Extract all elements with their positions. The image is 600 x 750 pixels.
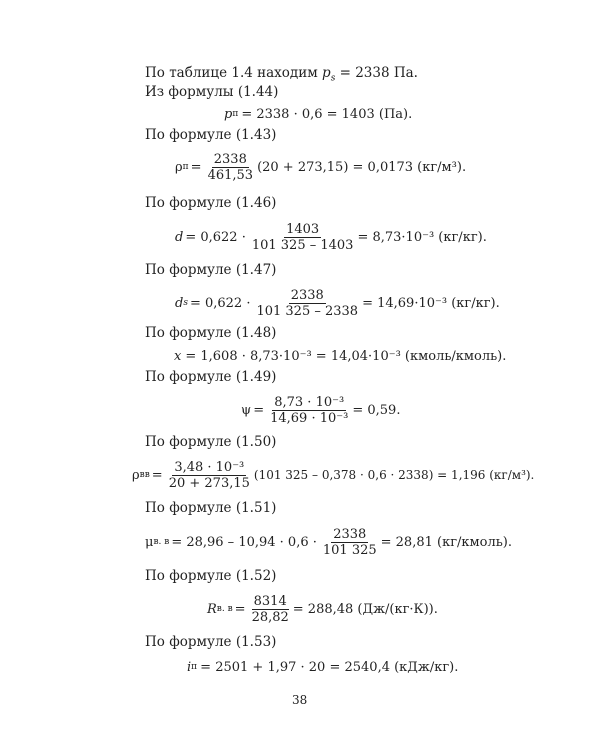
f151-lhs: μ [145, 534, 154, 550]
formula-1-46 [175, 218, 487, 256]
formula-1-51 [145, 523, 512, 561]
f150-denominator: 20 + 273,15 [168, 475, 250, 491]
from-formula-label: Из формулы (1.44) [145, 84, 279, 100]
f143-numerator: 2338 [213, 151, 247, 167]
label-1-51: По формуле (1.51) [145, 500, 277, 516]
f147-eq: = 0,622 · [189, 295, 251, 311]
f146-fraction [250, 223, 356, 252]
f146-lhs: d [175, 229, 184, 245]
f152-eq: = [234, 601, 246, 617]
f148-lhs: x [174, 348, 182, 364]
f147-sub: s [183, 298, 188, 308]
f151-rhs: = 28,81 (кг/кмоль). [380, 534, 513, 550]
f148-rhs: = 1,608 · 8,73·10⁻³ = 14,04·10⁻³ (кмоль/кмоль). [185, 348, 507, 364]
intro-value: = 2338 Па. [339, 65, 418, 81]
intro-sub: s [330, 73, 336, 84]
f149-numerator: 8,73 · 10⁻³ [274, 394, 345, 410]
f150-lhs: ρ [132, 467, 140, 483]
f152-lhs: R [207, 601, 217, 617]
label-1-43: По формуле (1.43) [145, 127, 277, 143]
formula-1-44 [224, 103, 412, 125]
f143-rhs: (20 + 273,15) = 0,0173 (кг/м³). [257, 159, 467, 175]
f153-rhs: = 2501 + 1,97 · 20 = 2540,4 (кДж/кг). [200, 659, 459, 675]
f150-eq: = [151, 467, 163, 483]
f146-denominator: 101 325 – 1403 [251, 237, 354, 253]
f144-sub: п [232, 109, 239, 119]
f150-sub: вв [139, 470, 150, 480]
label-1-50: По формуле (1.50) [145, 434, 277, 450]
f143-sub: п [182, 162, 189, 172]
formula-1-47 [175, 284, 500, 322]
formula-1-48 [174, 345, 506, 367]
label-1-48: По формуле (1.48) [145, 325, 277, 341]
label-1-47: По формуле (1.47) [145, 262, 277, 278]
f147-denominator: 101 325 – 2338 [256, 303, 359, 319]
f149-eq: = [253, 402, 265, 418]
f149-lhs: ψ [241, 402, 252, 418]
formula-1-43 [175, 148, 466, 186]
f150-rhs: (101 325 – 0,378 · 0,6 · 2338) = 1,196 (кг/м³). [253, 468, 535, 482]
f149-denominator: 14,69 · 10⁻³ [270, 410, 349, 426]
f150-fraction [167, 461, 252, 490]
intro-var: p [322, 65, 331, 81]
page-number: 38 [292, 693, 308, 707]
f152-denominator: 28,82 [251, 609, 289, 625]
f153-lhs: i [187, 659, 192, 675]
f153-sub: п [191, 662, 198, 672]
f147-numerator: 2338 [290, 287, 324, 303]
formula-1-52 [207, 590, 438, 628]
f151-sub: в. в [153, 537, 170, 547]
f146-eq: = 0,622 · [185, 229, 246, 245]
f152-sub: в. в [216, 604, 233, 614]
f146-rhs: = 8,73·10⁻³ (кг/кг). [357, 229, 487, 245]
formula-1-50 [132, 456, 534, 494]
f144-lhs: p [224, 106, 233, 122]
f151-fraction [321, 528, 379, 557]
formula-1-49 [241, 391, 400, 429]
intro-text: По таблице 1.4 находим [145, 65, 318, 81]
f147-rhs: = 14,69·10⁻³ (кг/кг). [362, 295, 500, 311]
f152-numerator: 8314 [253, 593, 287, 609]
f152-rhs: = 288,48 (Дж/(кг·К)). [292, 601, 438, 617]
f151-eq: = 28,96 – 10,94 · 0,6 · [171, 534, 317, 550]
label-1-49: По формуле (1.49) [145, 369, 277, 385]
f143-lhs: ρ [175, 159, 183, 175]
f151-denominator: 101 325 [322, 542, 377, 558]
label-1-46: По формуле (1.46) [145, 195, 277, 211]
f150-numerator: 3,48 · 10⁻³ [174, 459, 245, 475]
f149-fraction [268, 396, 350, 425]
f147-fraction [254, 289, 360, 318]
f143-fraction [206, 153, 256, 182]
formula-1-53 [187, 656, 458, 678]
f144-rhs: = 2338 · 0,6 = 1403 (Па). [241, 106, 413, 122]
f146-numerator: 1403 [286, 221, 320, 237]
f151-numerator: 2338 [333, 526, 367, 542]
label-1-52: По формуле (1.52) [145, 568, 277, 584]
f143-denominator: 461,53 [207, 167, 254, 183]
f143-eq: = [190, 159, 202, 175]
f152-fraction [250, 595, 291, 624]
label-1-53: По формуле (1.53) [145, 634, 277, 650]
f149-rhs: = 0,59. [352, 402, 401, 418]
f147-lhs: d [175, 295, 184, 311]
